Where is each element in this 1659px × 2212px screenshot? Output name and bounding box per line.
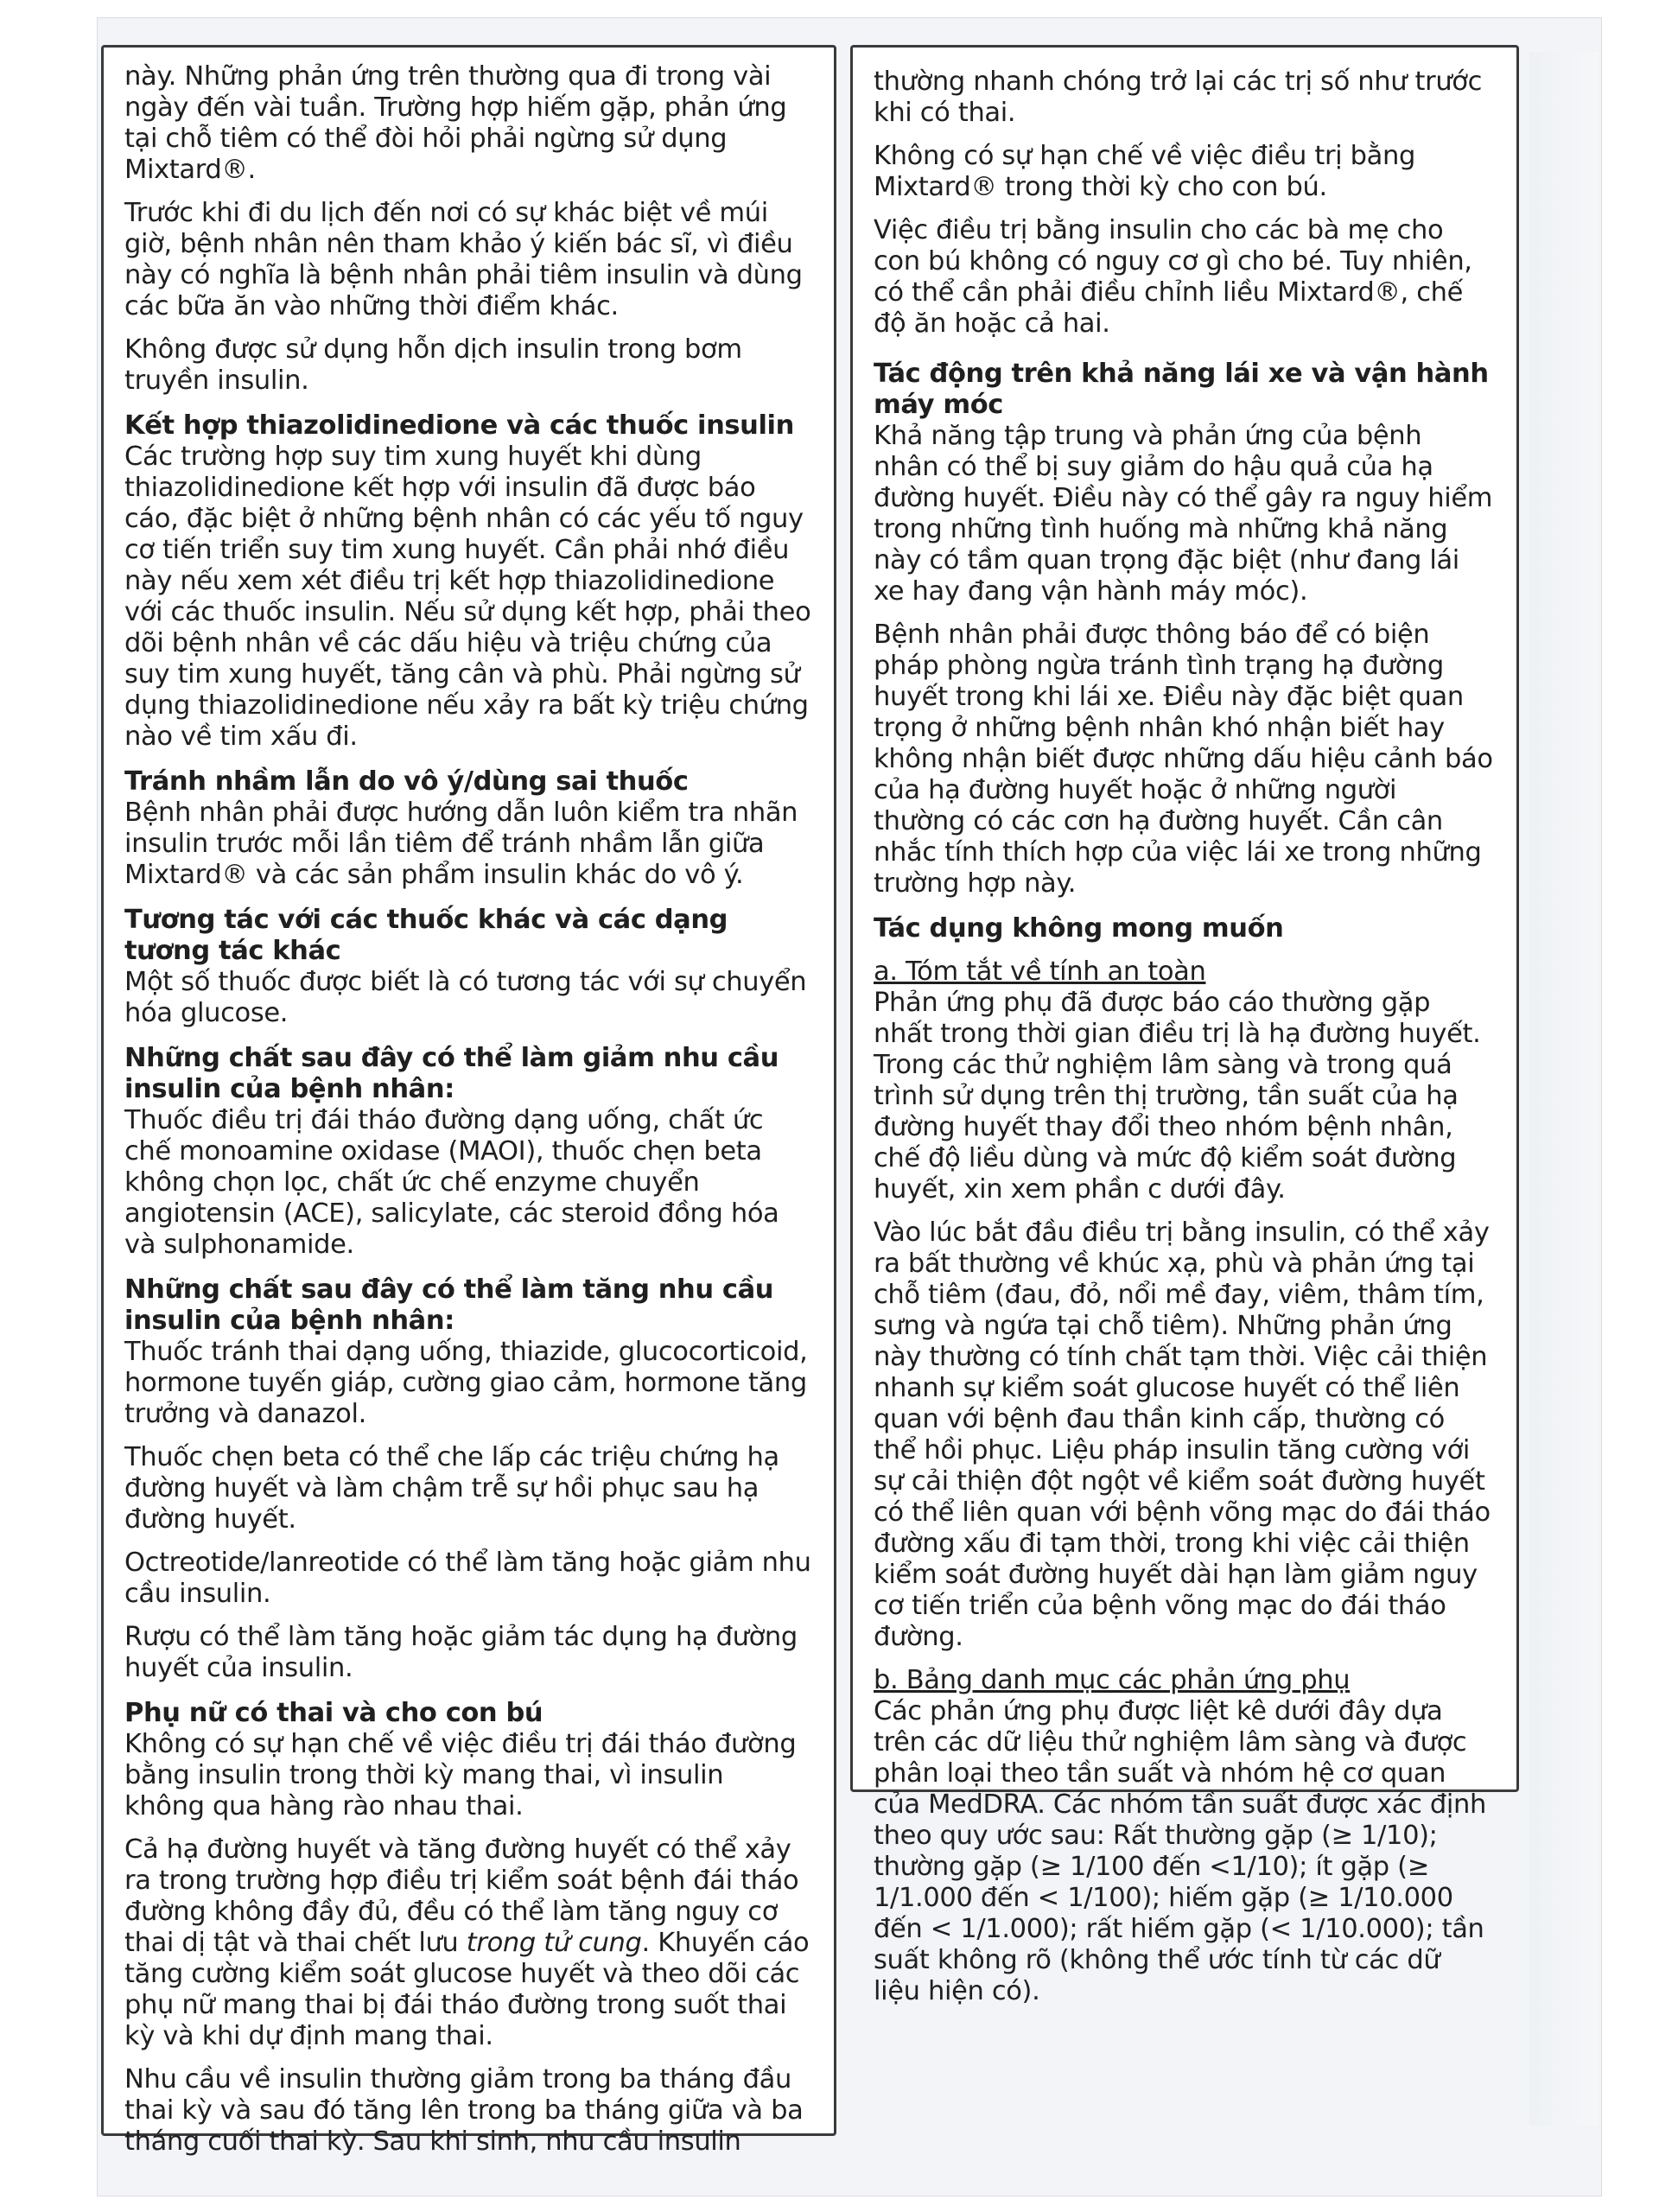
section-heading: Phụ nữ có thai và cho con bú xyxy=(124,1698,543,1728)
paragraph: Việc điều trị bằng insulin cho các bà mẹ cho con bú không có nguy cơ gì cho bé. Tuy nhiên, có thể cần phải điều chỉnh liều Mixtard®, chế độ ăn hoặc cả hai. xyxy=(874,215,1472,339)
paragraph: Rượu có thể làm tăng hoặc giảm tác dụng hạ đường huyết của insulin. xyxy=(124,1622,798,1683)
paragraph: Một số thuốc được biết là có tương tác với sự chuyển hóa glucose. xyxy=(124,967,807,1028)
text-run: . Khuyến cáo tăng cường kiểm soát glucose huyết và theo dõi các phụ nữ mang thai bị đái tháo đường trong suốt thai kỳ và khi dự định mang thai. xyxy=(124,1928,810,2051)
paragraph: Khả năng tập trung và phản ứng của bệnh nhân có thể bị suy giảm do hậu quả của hạ đường huyết. Điều này có thể gây ra nguy hiểm trong những tình huống mà những khả năng này có tầm quan trọng đặc biệt (như đang lái xe hay đang vận hành máy móc). xyxy=(874,421,1493,607)
section-heading: Tương tác với các thuốc khác và các dạng tương tác khác xyxy=(124,905,728,966)
paragraph: Không có sự hạn chế về việc điều trị bằng Mixtard® trong thời kỳ cho con bú. xyxy=(874,141,1415,202)
paragraph: Phản ứng phụ đã được báo cáo thường gặp nhất trong thời gian điều trị là hạ đường huyết. Trong các thử nghiệm lâm sàng và trong quá trình sử dụng trên thị trường, tần suất của hạ đường huyết thay đổi theo nhóm bệnh nhân, chế độ liều dùng và mức độ kiểm soát đường huyết, xin xem phần c dưới đây. xyxy=(874,988,1481,1205)
section-heading: Tránh nhầm lẫn do vô ý/dùng sai thuốc xyxy=(124,766,689,797)
background-edge xyxy=(1529,52,1599,2126)
section-heading: Những chất sau đây có thể làm giảm nhu cầu insulin của bệnh nhân: xyxy=(124,1043,779,1104)
paragraph: Nhu cầu về insulin thường giảm trong ba tháng đầu thai kỳ và sau đó tăng lên trong ba tháng giữa và ba tháng cuối thai kỳ. Sau khi sinh, nhu cầu insulin xyxy=(124,2064,804,2157)
paragraph: Octreotide/lanreotide có thể làm tăng hoặc giảm nhu cầu insulin. xyxy=(124,1548,811,1609)
section-heading: Tác động trên khả năng lái xe và vận hành máy móc xyxy=(874,359,1489,420)
paragraph xyxy=(124,1834,811,2052)
paragraph: Không có sự hạn chế về việc điều trị đái tháo đường bằng insulin trong thời kỳ mang thai, vì insulin không qua hàng rào nhau thai. xyxy=(124,1729,797,1821)
paragraph: Các trường hợp suy tim xung huyết khi dùng thiazolidinedione kết hợp với insulin đã được báo cáo, đặc biệt ở những bệnh nhân có các yếu tố nguy cơ tiến triển suy tim xung huyết. Cần phải nhớ điều này nếu xem xét điều trị kết hợp thiazolidinedione với các thuốc insulin. Nếu sử dụng kết hợp, phải theo dõi bệnh nhân về các dấu hiệu và triệu chứng của suy tim xung huyết, tăng cân và phù. Phải ngừng sử dụng thiazolidinedione nếu xảy ra bất kỳ triệu chứng nào về tim xấu đi. xyxy=(124,442,811,752)
paragraph: thường nhanh chóng trở lại các trị số như trước khi có thai. xyxy=(874,67,1483,128)
text-run: Cả hạ đường huyết và tăng đường huyết có thể xảy ra trong trường hợp điều trị kiểm soát bệnh đái tháo đường không đầy đủ, đều có thể làm tăng nguy cơ thai dị tật và thai chết lưu xyxy=(124,1834,799,1958)
right-column-panel xyxy=(850,45,1519,2006)
paragraph: Không được sử dụng hỗn dịch insulin trong bơm truyền insulin. xyxy=(124,334,742,396)
left-column-panel xyxy=(101,45,836,2157)
paragraph: Bệnh nhân phải được hướng dẫn luôn kiểm tra nhãn insulin trước mỗi lần tiêm để tránh nhầm lẫn giữa Mixtard® và các sản phẩm insulin khác do vô ý. xyxy=(124,798,798,890)
paragraph: Thuốc điều trị đái tháo đường dạng uống, chất ức chế monoamine oxidase (MAOI), thuốc chẹn beta không chọn lọc, chất ức chế enzyme chuyển angiotensin (ACE), salicylate, các steroid đồng hóa và sulphonamide. xyxy=(124,1105,779,1260)
subsection-heading: b. Bảng danh mục các phản ứng phụ xyxy=(874,1665,1351,1695)
paragraph: Trước khi đi du lịch đến nơi có sự khác biệt về múi giờ, bệnh nhân nên tham khảo ý kiến bác sĩ, vì điều này có nghĩa là bệnh nhân phải tiêm insulin và dùng các bữa ăn vào những thời điểm khác. xyxy=(124,198,803,321)
section-heading: Những chất sau đây có thể làm tăng nhu cầu insulin của bệnh nhân: xyxy=(124,1274,774,1336)
subsection-heading: a. Tóm tắt về tính an toàn xyxy=(874,957,1206,987)
paragraph: Bệnh nhân phải được thông báo để có biện pháp phòng ngừa tránh tình trạng hạ đường huyết trong khi lái xe. Điều này đặc biệt quan trọng ở những bệnh nhân khó nhận biết hay không nhận biết được những dấu hiệu cảnh báo của hạ đường huyết hoặc ở những người thường có các cơn hạ đường huyết. Cần cân nhắc tính thích hợp của việc lái xe trong những trường hợp này. xyxy=(874,620,1493,899)
italic-text: trong tử cung xyxy=(466,1928,642,1958)
paragraph: Thuốc chẹn beta có thể che lấp các triệu chứng hạ đường huyết và làm chậm trễ sự hồi phục sau hạ đường huyết. xyxy=(124,1442,779,1535)
section-heading: Tác dụng không mong muốn xyxy=(874,913,1284,944)
paragraph: Vào lúc bắt đầu điều trị bằng insulin, có thể xảy ra bất thường về khúc xạ, phù và phản ứng tại chỗ tiêm (đau, đỏ, nổi mề đay, viêm, thâm tím, sưng và ngứa tại chỗ tiêm). Những phản ứng này thường có tính chất tạm thời. Việc cải thiện nhanh sự kiểm soát glucose huyết có thể liên quan với bệnh đau thần kinh cấp, thường có thể hồi phục. Liệu pháp insulin tăng cường với sự cải thiện đột ngột về kiểm soát đường huyết có thể liên quan với bệnh võng mạc do đái tháo đường xấu đi tạm thời, trong khi việc cải thiện kiểm soát đường huyết dài hạn làm giảm nguy cơ tiến triển của bệnh võng mạc do đái tháo đường. xyxy=(874,1217,1491,1652)
paragraph: này. Những phản ứng trên thường qua đi trong vài ngày đến vài tuần. Trường hợp hiếm gặp, phản ứng tại chỗ tiêm có thể đòi hỏi phải ngừng sử dụng Mixtard®. xyxy=(124,61,787,185)
paragraph: Các phản ứng phụ được liệt kê dưới đây dựa trên các dữ liệu thử nghiệm lâm sàng và được phân loại theo tần suất và nhóm hệ cơ quan của MedDRA. Các nhóm tần suất được xác định theo quy ước sau: Rất thường gặp (≥ 1/10); thường gặp (≥ 1/100 đến <1/10); ít gặp (≥ 1/1.000 đến < 1/100); hiếm gặp (≥ 1/10.000 đến < 1/1.000); rất hiếm gặp (< 1/10.000); tần suất không rõ (không thể ước tính từ các dữ liệu hiện có). xyxy=(874,1696,1486,2006)
paragraph: Thuốc tránh thai dạng uống, thiazide, glucocorticoid, hormone tuyến giáp, cường giao cảm, hormone tăng trưởng và danazol. xyxy=(124,1337,808,1429)
section-heading: Kết hợp thiazolidinedione và các thuốc insulin xyxy=(124,410,794,441)
